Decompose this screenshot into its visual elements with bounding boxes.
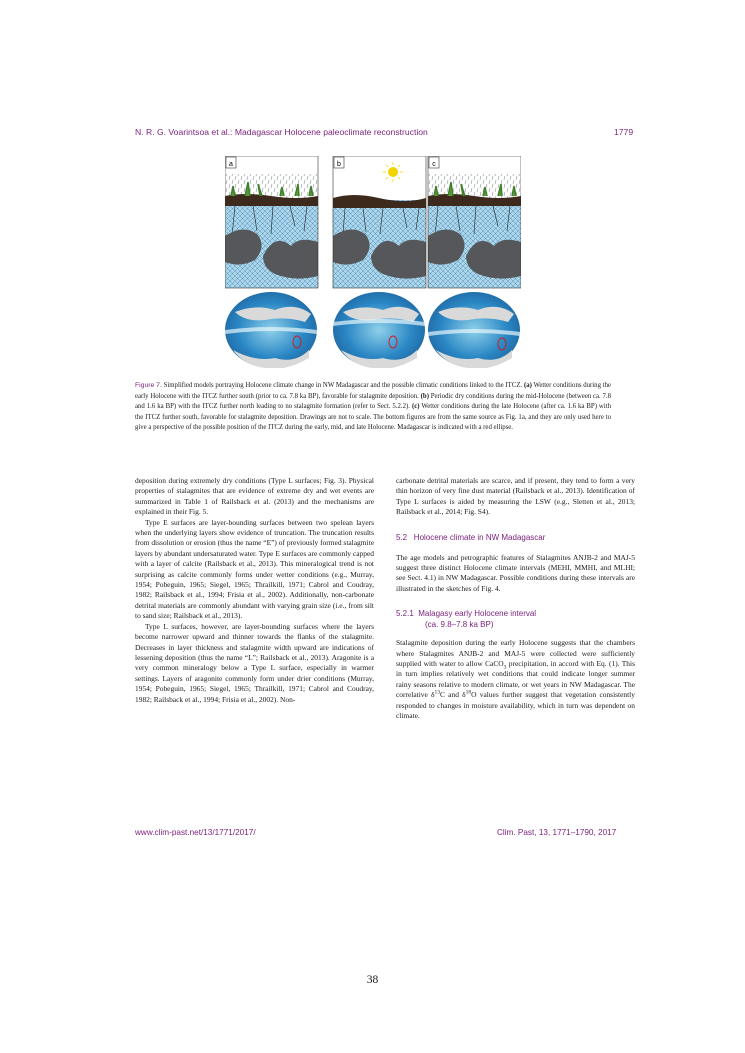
section-number: 5.2 — [396, 532, 408, 542]
figure-caption — [135, 381, 611, 434]
globe-b — [333, 292, 425, 368]
subsection-title: Malagasy early Holocene interval — [418, 609, 537, 619]
figure-label: Figure 7. — [135, 382, 162, 389]
text-run: Stalagmite deposition during the early Holocene suggests that the chambers where Stalagmites ANJB-2 and MAJ-5 were collected were sufficiently supplied with water to allow CaCO — [396, 638, 635, 669]
superscript: 13 — [434, 689, 441, 696]
text-run: O values further suggest that vegetation consistently responded to changes in moisture availability, which in turn was dependent on climate. — [396, 690, 635, 721]
section-title: Holocene climate in NW Madagascar — [413, 532, 546, 542]
panel-b — [333, 156, 426, 288]
panel-label-a: a — [229, 161, 233, 168]
globe-c — [428, 292, 520, 368]
footer-citation: Clim. Past, 13, 1771–1790, 2017 — [497, 828, 617, 837]
section-heading — [396, 532, 635, 543]
figure-7 — [225, 156, 521, 368]
paragraph: carbonate detrital materials are scarce, and if present, they tend to form a very thin horizon of very fine dust material (Railsback et al., 2013). Identification of Type L surfaces is aided by measuring the LSW (e.g., Sletten et al., 2013; Railsback et al., 2014; Fig. S4). — [396, 476, 635, 517]
panel-label-b: b — [337, 161, 341, 168]
subscript: 3 — [503, 664, 507, 671]
text-run: C and δ — [440, 690, 466, 700]
footer-url-link[interactable]: www.clim-past.net/13/1771/2017/ — [135, 828, 256, 837]
page-number: 38 — [366, 974, 379, 986]
paragraph: The age models and petrographic features of Stalagmites ANJB-2 and MAJ-5 suggest three distinct Holocene climate intervals (MEHI, MMHI, and MLHI; see Sect. 4.1) in NW Madagascar. Possible conditions during these intervals are illustrated in the sketches of Fig. 4. — [396, 552, 635, 593]
caption-b-text: Periodic dry conditions during the mid-Holocene (between ca. 7.8 and 1.6 ka BP) with the ITCZ further north leading to no stalagmite formation (refer to Sect. 5.2.2). — [135, 392, 612, 411]
caption-c-tag: (c) — [411, 403, 420, 411]
caption-lead: Simplified models portraying Holocene climate change in NW Madagascar and the possible climatic conditions linked to the ITCZ. — [163, 382, 523, 389]
text-run: precipitation, in accord with Eq. (1). This in turn implies relatively wet conditions that could indicate longer summer rainy seasons relative to modern climate, or wet years in NW Madagascar. The correlative δ — [396, 659, 635, 700]
right-column — [396, 476, 635, 722]
caption-c-text: Wetter conditions during the late Holocene (after ca. 1.6 ka BP) with the ITCZ further south, favorable for stalagmite deposition. Drawings are not to scale. The bottom figures are from the same source as Fig. 1a, and they are only used here to give a perspective of the possible position of the ITCZ during the early, mid, and late Holocene. Madagascar is indicated with a red ellipse. — [135, 403, 612, 432]
running-title: N. R. G. Voarintsoa et al.: Madagascar Holocene paleoclimate reconstruction — [135, 127, 428, 137]
superscript: 18 — [465, 689, 472, 696]
paragraph: deposition during extremely dry conditions (Type L surfaces; Fig. 3). Physical properties of stalagmites that are evidence of extreme dry and wet events are summarized in Table 1 of Railsback et al. (2013) and the mechanisms are explained in their Fig. 5. — [135, 476, 374, 517]
paragraph: Type L surfaces, however, are layer-bounding surfaces where the layers become narrower upward and thinner towards the flanks of the stalagmite. Decreases in layer thickness and stalagmite width upward are indications of lessening deposition (thus the name “L”; Railsback et al., 2013). Aragonite is a very common mineralogy below a Type L surface, especially in warmer settings. Layers of aragonite commonly form under drier conditions (Murray, 1954; Pobeguin, 1965; Siegel, 1965; Thrailkill, 1971; Cabrol and Coudray, 1982; Railsback et al., 1994; Frisia et al., 2002). Non- — [135, 621, 374, 704]
paragraph — [396, 638, 635, 721]
caption-a-tag: (a) — [523, 382, 532, 389]
globe-a — [225, 292, 317, 368]
journal-page-number: 1779 — [614, 127, 634, 137]
sun-icon — [388, 167, 398, 177]
subsection-title-date: (ca. 9.8–7.8 ka BP) — [425, 620, 494, 630]
panel-c — [428, 156, 521, 288]
subsection-number: 5.2.1 — [396, 609, 414, 619]
paragraph: Type E surfaces are layer-bounding surfaces between two spelean layers when the underlying layers show evidence of truncation. The truncation results from dissolution or erosion (thus the name “E”) of previously formed stalagmite layers by abundant undersaturated water. Type E surfaces are commonly capped with a layer of calcite (Railsback et al., 2013). This mineralogical trend is not surprising as calcite commonly forms under wetter conditions (e.g., Murray, 1954; Pobeguin, 1965; Siegel, 1965; Thrailkill, 1971; Cabrol and Coudray, 1982; Railsback et al., 1994; Frisia et al., 2002). Additionally, non-carbonate detrital materials are commonly abundant with varying grain size (i.e., from silt to sand size; Railsback et al., 2013). — [135, 517, 374, 621]
caption-a-text: Wetter conditions during the early Holocene with the ITCZ further south (prior to ca. 7.8 ka BP), favorable for stalagmite deposition. — [135, 382, 611, 400]
panel-a — [225, 156, 318, 288]
left-column — [135, 476, 374, 705]
subsection-heading — [396, 608, 635, 630]
caption-b-tag: (b) — [420, 392, 429, 400]
panel-label-c: c — [432, 161, 436, 168]
